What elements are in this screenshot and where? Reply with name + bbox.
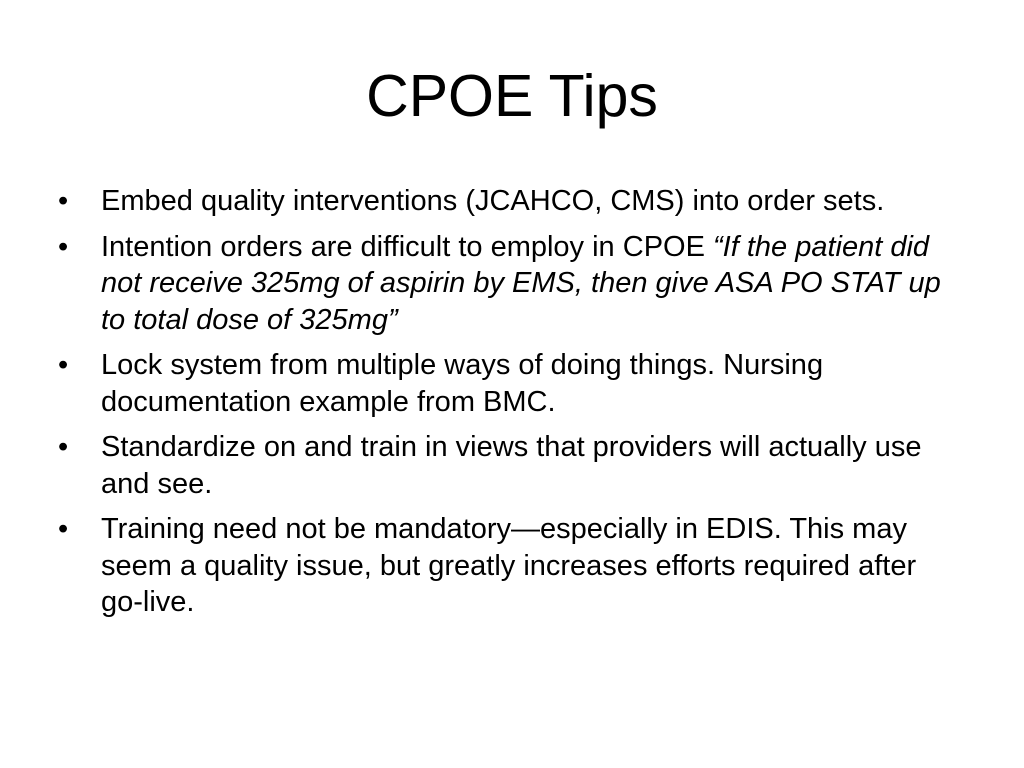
bullet-item-intention-orders xyxy=(58,229,963,339)
bullet-item-standardize-views xyxy=(58,429,963,502)
bullet-item-lock-system xyxy=(58,347,963,420)
slide-title: CPOE Tips xyxy=(366,63,658,129)
bullet-item-training xyxy=(58,511,963,621)
bullet-quote: “If the patient did not receive 325mg of aspirin by EMS, then give ASA PO STAT up to total dose of 325mg” xyxy=(101,230,941,336)
bullet-text: Lock system from multiple ways of doing things. Nursing documentation example from BMC. xyxy=(101,349,824,418)
bullet-text: Training need not be mandatory—especially in EDIS. This may seem a quality issue, but greatly increases efforts required after go-live. xyxy=(101,513,917,618)
bullet-marker: • xyxy=(58,431,69,463)
bullet-marker: • xyxy=(58,185,69,217)
bullet-item-quality-interventions xyxy=(58,183,963,220)
bullet-text: Standardize on and train in views that providers will actually use and see. xyxy=(101,431,922,500)
bullet-text: Intention orders are difficult to employ in CPOE xyxy=(101,230,713,263)
bullet-text: Embed quality interventions (JCAHCO, CMS) into order sets. xyxy=(101,185,885,217)
bullet-list xyxy=(58,183,963,630)
bullet-marker: • xyxy=(58,513,69,545)
bullet-marker: • xyxy=(58,230,69,263)
bullet-marker: • xyxy=(58,349,69,381)
